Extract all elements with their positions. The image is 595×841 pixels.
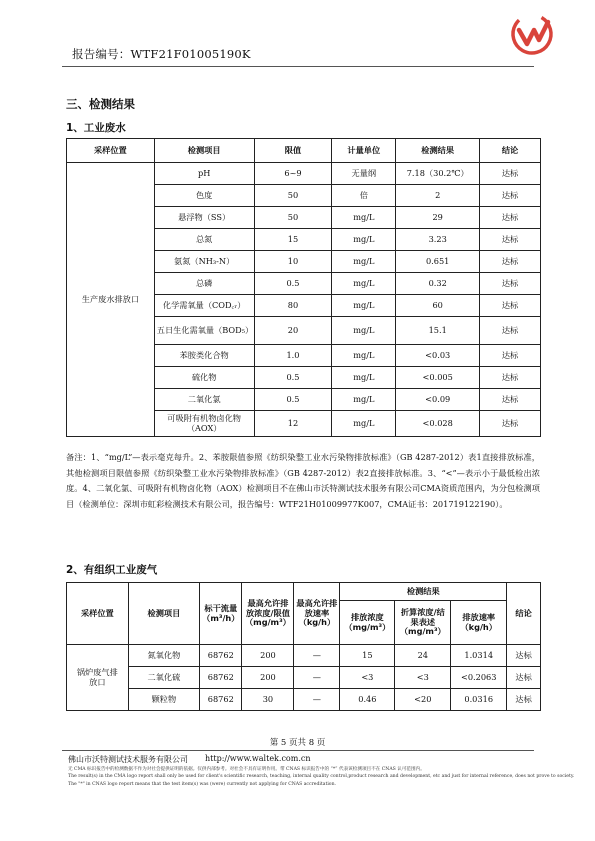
col-header: 检测结果: [340, 583, 507, 601]
table-cell-conclusion: 达标: [507, 667, 541, 689]
table-cell-result: 29: [396, 207, 480, 229]
table-cell-limit: 6~9: [254, 163, 332, 185]
table-cell-result: 0.651: [396, 251, 480, 273]
table-cell-item: 化学需氧量（COD꜀ᵣ）: [154, 295, 254, 317]
table-cell-limit: 0.5: [254, 367, 332, 389]
col-header: 标干流量（m³/h）: [200, 583, 242, 645]
table-cell-conclusion: 达标: [480, 273, 541, 295]
table-cell-result: <0.005: [396, 367, 480, 389]
table-cell-limit: 0.5: [254, 273, 332, 295]
table-cell-rate: <0.2063: [451, 667, 507, 689]
table-cell-result: 7.18（30.2℃）: [396, 163, 480, 185]
table-cell-unit: 倍: [332, 185, 396, 207]
notes: 备注：1、“mg/L”—表示毫克每升。2、苯胺限值参照《纺织染整工业水污染物排放标准》（GB 4287-2012）表1直接排放标准，其他检测项目限值参照《纺织染整工业水污染物排放标准》（GB 4287-2012）表2直接排放标准。3、“<”—表示小于最低检出浓度。4、二氧化氯、可吸附有机物卤化物（AOX）检测项目不在佛山市沃特测试技术服务有限公司CMA资质范围内，为分包检测项目（检测单位：深圳市虹彩检测技术有限公司，报告编号：WTF21H01009977K007，CMA证书：201719122190）。: [66, 452, 540, 509]
col-header: 结论: [480, 139, 541, 163]
table-cell-item: 总氮: [154, 229, 254, 251]
col-header: 检测结果: [396, 139, 480, 163]
footer-divider: [62, 750, 534, 751]
table-cell-item: pH: [154, 163, 254, 185]
table-cell-result: <0.09: [396, 389, 480, 411]
table-cell-conclusion: 达标: [480, 411, 541, 437]
table-cell-result: 0.32: [396, 273, 480, 295]
col-header: 检测项目: [154, 139, 254, 163]
table-cell-limit: 10: [254, 251, 332, 273]
table-cell-rate: 0.0316: [451, 689, 507, 711]
table-cell-unit: 无量纲: [332, 163, 396, 185]
table-cell-item: 五日生化需氧量（BOD₅）: [154, 317, 254, 345]
col-header: 计量单位: [332, 139, 396, 163]
table-cell-item: 色度: [154, 185, 254, 207]
wastewater-table: [66, 138, 541, 437]
table-cell-unit: mg/L: [332, 229, 396, 251]
table-row: [67, 667, 541, 689]
table-cell-conclusion: 达标: [480, 251, 541, 273]
col-header: 最高允许排放浓度/限值（mg/m³）: [242, 583, 294, 645]
col-header: 采样位置: [67, 583, 129, 645]
table-cell-limit_rate: —: [294, 645, 340, 667]
table-cell-item: 可吸附有机物卤化物（AOX）: [154, 411, 254, 437]
table-cell-item: 颗粒物: [128, 689, 199, 711]
table-cell-limit_rate: —: [294, 667, 340, 689]
table-cell-limit_conc: 30: [242, 689, 294, 711]
table-cell-conclusion: 达标: [507, 689, 541, 711]
table-cell-limit: 15: [254, 229, 332, 251]
table-cell-item: 总磷: [154, 273, 254, 295]
table-row: [67, 163, 541, 185]
table-cell-converted: <3: [395, 667, 451, 689]
table-cell-unit: mg/L: [332, 207, 396, 229]
table-cell-rate: 1.0314: [451, 645, 507, 667]
col-header: 排放速率（kg/h）: [451, 601, 507, 645]
table-cell-result: 15.1: [396, 317, 480, 345]
table-cell-limit_rate: —: [294, 689, 340, 711]
table-cell-conclusion: 达标: [480, 345, 541, 367]
table-cell-limit_conc: 200: [242, 645, 294, 667]
waste-gas-table: [66, 582, 541, 711]
table-cell-conclusion: 达标: [480, 229, 541, 251]
table-cell-limit: 80: [254, 295, 332, 317]
table1-title: 1、工业废水: [66, 122, 126, 134]
table-cell-unit: mg/L: [332, 367, 396, 389]
table-cell-unit: mg/L: [332, 273, 396, 295]
table2-title: 2、有组织工业废气: [66, 564, 158, 576]
footer-fine-print: The result(s) in the CMA logo report shall only be used for client's scientific research, teaching, internal quality control,product research and development, etc and just for internal reference, does not prove to society.: [68, 774, 575, 779]
table-cell-item: 二氧化氯: [154, 389, 254, 411]
col-header: 检测项目: [128, 583, 199, 645]
report-number-label: 报告编号：: [72, 47, 131, 61]
table-cell-limit: 12: [254, 411, 332, 437]
table-cell-result: 60: [396, 295, 480, 317]
table-cell-limit: 20: [254, 317, 332, 345]
table-cell-item: 二氧化硫: [128, 667, 199, 689]
table-cell-item: 氨氮（NH₃-N）: [154, 251, 254, 273]
table-cell-limit: 50: [254, 185, 332, 207]
sampling-location-cell: 锅炉废气排放口: [67, 645, 129, 711]
col-header: 最高允许排放速率（kg/h）: [294, 583, 340, 645]
table-cell-conclusion: 达标: [480, 389, 541, 411]
footer-fine-print: The "*" in CNAS logo report means that the test item(s) was (were) currently not applying for CNAS accreditation.: [68, 782, 336, 787]
table-cell-unit: mg/L: [332, 411, 396, 437]
table-cell-conc: 15: [340, 645, 395, 667]
footer-website[interactable]: http://www.waltek.com.cn: [205, 754, 311, 763]
col-header: 采样位置: [67, 139, 155, 163]
table-cell-unit: mg/L: [332, 317, 396, 345]
table-cell-converted: <20: [395, 689, 451, 711]
table-cell-conclusion: 达标: [480, 185, 541, 207]
table-cell-conc: <3: [340, 667, 395, 689]
table-cell-unit: mg/L: [332, 251, 396, 273]
table-cell-limit_conc: 200: [242, 667, 294, 689]
section-title: 三、检测结果: [66, 97, 135, 111]
table-cell-result: <0.028: [396, 411, 480, 437]
header-divider: [62, 66, 534, 67]
table-cell-limit: 50: [254, 207, 332, 229]
table-cell-result: 2: [396, 185, 480, 207]
table-cell-result: 3.23: [396, 229, 480, 251]
sampling-location-cell: 生产废水排放口: [67, 163, 155, 437]
table-cell-flow: 68762: [200, 645, 242, 667]
table-cell-item: 硫化物: [154, 367, 254, 389]
table-cell-result: <0.03: [396, 345, 480, 367]
table-cell-item: 苯胺类化合物: [154, 345, 254, 367]
footer-fine-print: 无 CMA 标识报告中的检测数据不作为对社会提供证明的依据。仅供内部参考。对社会不具有证明作用。带 CNAS 标识报告中的 “*” 代表该检测项目不在 CNAS 认可范围内。: [68, 767, 425, 772]
report-number-value: WTF21F01005190K: [130, 47, 251, 61]
table-cell-conclusion: 达标: [507, 645, 541, 667]
table-cell-limit: 1.0: [254, 345, 332, 367]
col-header: 限值: [254, 139, 332, 163]
footer-company: 佛山市沃特测试技术服务有限公司: [68, 755, 188, 764]
table-cell-converted: 24: [395, 645, 451, 667]
table-cell-conclusion: 达标: [480, 207, 541, 229]
table-cell-flow: 68762: [200, 689, 242, 711]
table-cell-unit: mg/L: [332, 345, 396, 367]
table-cell-conclusion: 达标: [480, 317, 541, 345]
table-cell-limit: 0.5: [254, 389, 332, 411]
report-number: [72, 46, 251, 62]
table-cell-conclusion: 达标: [480, 163, 541, 185]
table-header-row: [67, 139, 541, 163]
table-cell-unit: mg/L: [332, 389, 396, 411]
table-cell-conc: 0.46: [340, 689, 395, 711]
table-cell-conclusion: 达标: [480, 367, 541, 389]
table-row: [67, 645, 541, 667]
col-header: 排放浓度（mg/m³）: [340, 601, 395, 645]
company-logo: [508, 10, 556, 58]
table-row: [67, 689, 541, 711]
table-cell-conclusion: 达标: [480, 295, 541, 317]
table-cell-unit: mg/L: [332, 295, 396, 317]
col-header: 折算浓度/结果表述（mg/m³）: [395, 601, 451, 645]
table-cell-flow: 68762: [200, 667, 242, 689]
table-header-row: [67, 583, 541, 601]
table-cell-item: 悬浮物（SS）: [154, 207, 254, 229]
table-cell-item: 氮氧化物: [128, 645, 199, 667]
page-number: 第 5 页共 8 页: [269, 738, 326, 748]
col-header: 结论: [507, 583, 541, 645]
